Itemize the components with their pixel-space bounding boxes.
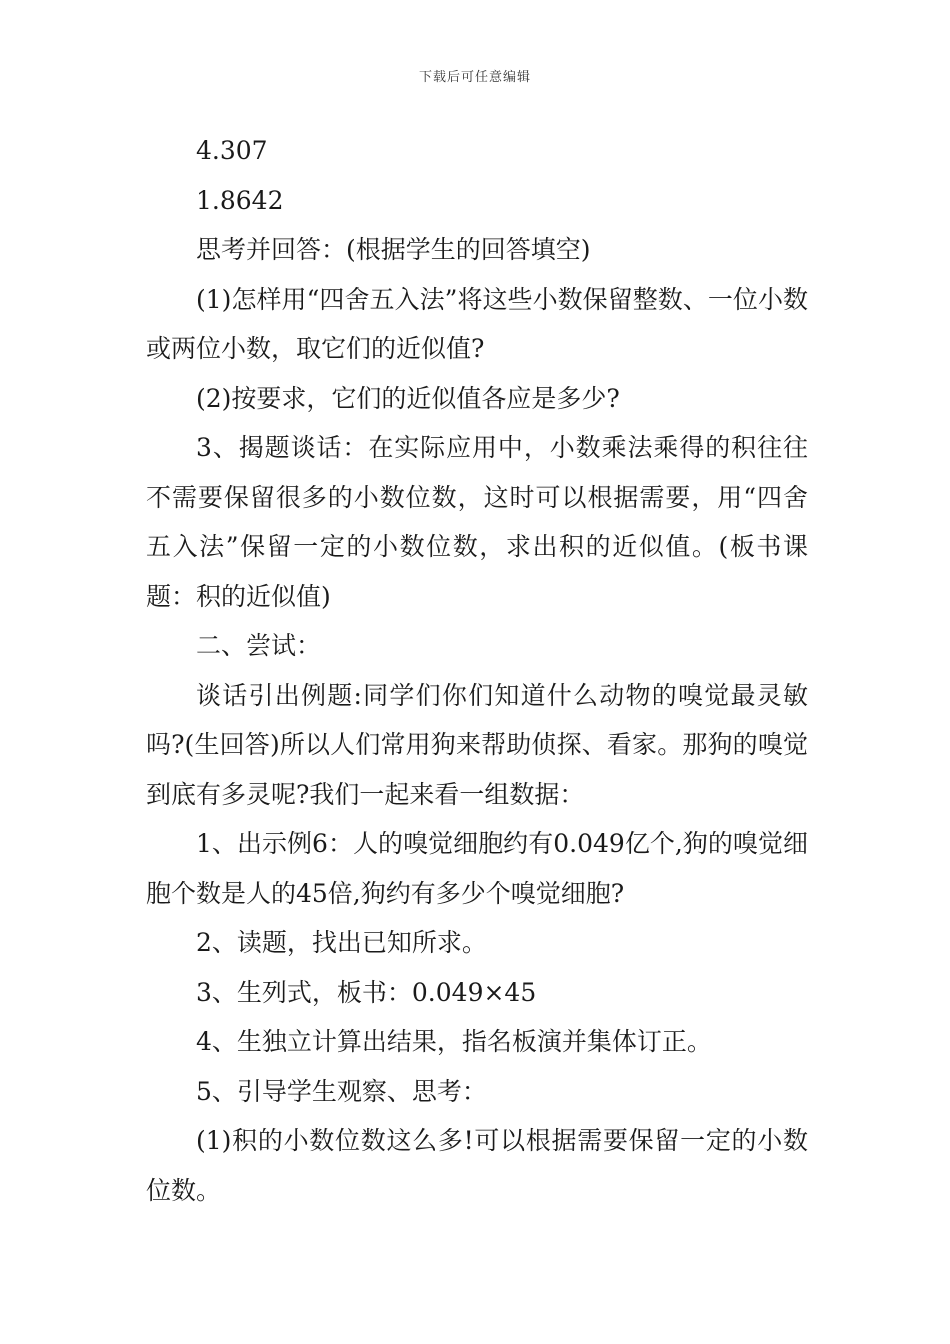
document-body [146, 126, 808, 1215]
paragraph-step-2: 2、读题，找出已知所求。 [196, 928, 487, 957]
page-header: 下载后可任意编辑 [418, 70, 531, 85]
paragraph-number-2: 1.8642 [196, 185, 284, 215]
paragraph-topic-intro: 3、揭题谈话：在实际应用中，小数乘法乘得的积往往不需要保留很多的小数位数，这时可以根据需要，用“四舍五入法”保留一定的小数位数，求出积的近似值。(板书课题：积的近似值) [146, 433, 808, 611]
section-heading-try: 二、尝试： [196, 631, 322, 660]
paragraph-question-1: (1)怎样用“四舍五入法”将这些小数保留整数、一位小数或两位小数，取它们的近似值? [146, 284, 808, 363]
paragraph-step-4: 4、生独立计算出结果，指名板演并集体订正。 [196, 1027, 712, 1056]
paragraph-question-2: (2)按要求，它们的近似值各应是多少? [196, 383, 620, 413]
paragraph-step-3: 3、生列式，板书：0.049×45 [196, 977, 537, 1007]
paragraph-number-1: 4.307 [196, 136, 268, 165]
paragraph-observe-1: (1)积的小数位数这么多!可以根据需要保留一定的小数位数。 [146, 1126, 808, 1205]
paragraph-think-answer: 思考并回答：(根据学生的回答填空) [196, 235, 591, 264]
paragraph-step-5: 5、引导学生观察、思考： [196, 1076, 487, 1106]
paragraph-step-1: 1、出示例6：人的嗅觉细胞约有0.049亿个,狗的嗅觉细胞个数是人的45倍,狗约有多少个嗅觉细胞? [146, 829, 808, 908]
paragraph-example-intro: 谈话引出例题:同学们你们知道什么动物的嗅觉最灵敏吗?(生回答)所以人们常用狗来帮助侦探、看家。那狗的嗅觉到底有多灵呢?我们一起来看一组数据： [146, 680, 808, 809]
